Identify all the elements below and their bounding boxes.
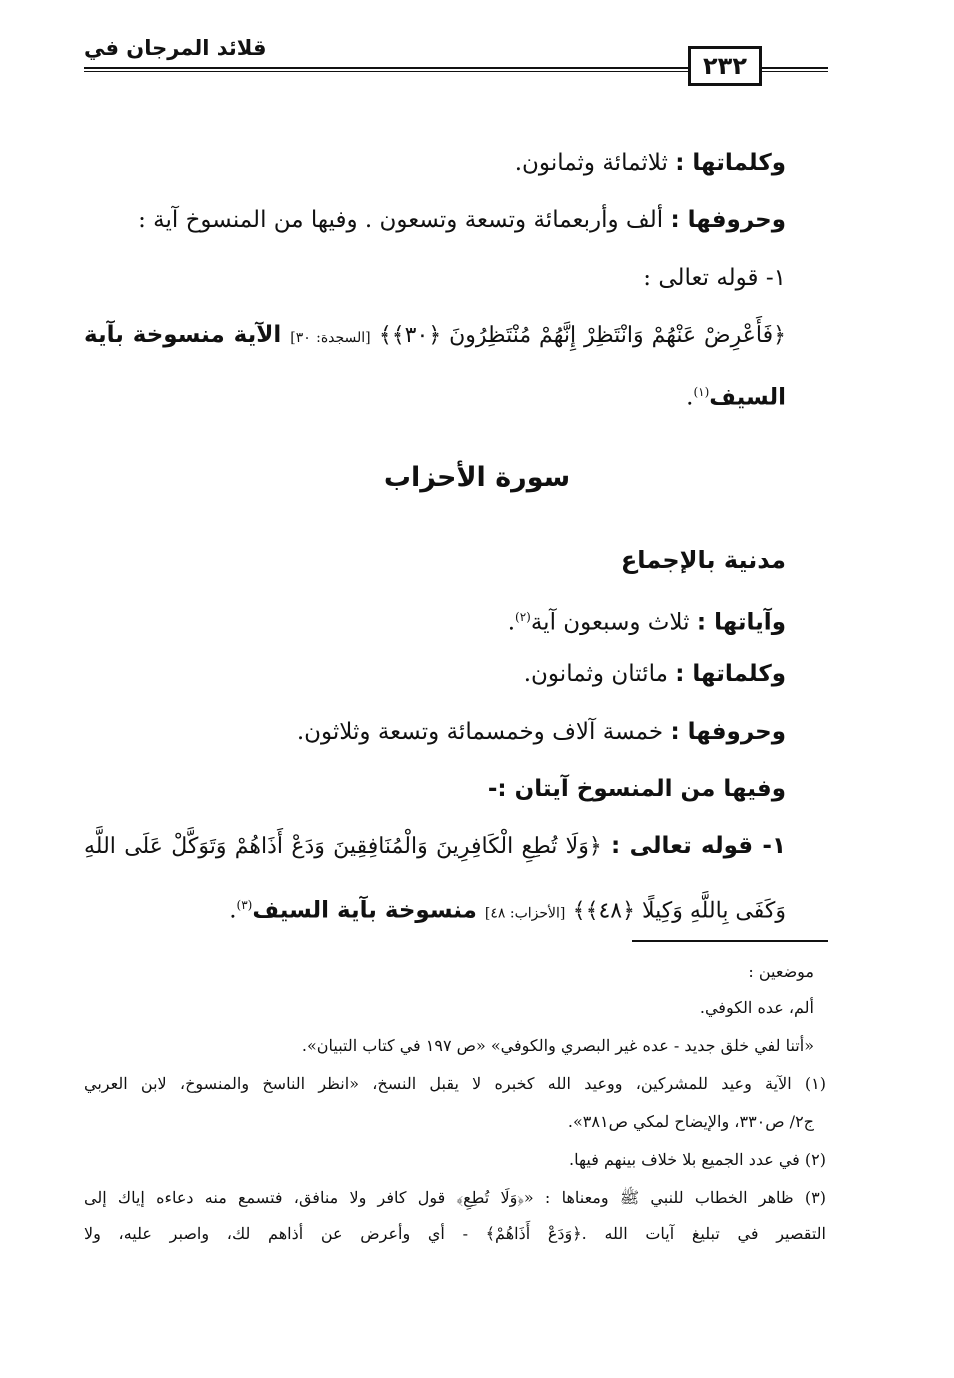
ahzab-letters-line <box>297 715 786 749</box>
verse-sajda-30: ﴿فَأَعْرِضْ عَنْهُمْ وَانْتَظِرْ إِنَّهُمْ مُنْتَظِرُونَ ﴿٣٠﴾﴾ <box>378 323 787 348</box>
footnote-3: (٣) ظاهر الخطاب للنبي ﷺ ومعناها : «﴿وَلَا تُطِعِ﴾ قول كافر ولا منافق، فتسمع منه دعاءه إياك إلى <box>84 1188 826 1207</box>
sword-verse-text: السيف <box>709 384 786 411</box>
ahzab-letters-value: خمسة آلاف وخمسمائة وتسعة وثلاثون. <box>296 719 671 745</box>
header-rule-right-lower <box>762 71 828 72</box>
running-title: قلائد المرجان في <box>84 36 267 60</box>
ahzab-ruling: منسوخة بآية السيف <box>252 897 485 924</box>
page-number-box <box>688 46 762 86</box>
ahzab-letters-label: وحروفها : <box>670 719 786 745</box>
item-intro: ١- قوله تعالى : <box>601 833 787 859</box>
footnote-ref-2: (٢) <box>515 610 531 624</box>
header-rule-left <box>84 67 688 69</box>
verse-line-ahzab-1 <box>84 829 786 864</box>
verse-ahzab-48-part1: ﴿وَلَا تُطِعِ الْكَافِرِينَ وَالْمُنَافِقِينَ وَدَعْ أَذَاهُمْ وَتَوَكَّلْ عَلَى اللَّهِ <box>84 834 602 859</box>
abrogated-intro: وفيها من المنسوخ آيتان :- <box>487 776 786 802</box>
verses-label: وآياتها : <box>696 609 786 636</box>
verse-reference-ahzab: [الأحزاب: ٤٨] <box>484 905 566 922</box>
letters-label: وحروفها : <box>670 207 786 233</box>
footnote-separator <box>632 940 828 942</box>
letters-count-line <box>138 203 786 237</box>
verse-reference: [السجدة: ٣٠] <box>290 330 371 346</box>
footnote-1-continued: ج٢/ ص٣٣٠، والإيضاح لمكي ص٣٨١». <box>567 1112 814 1131</box>
words-label: وكلماتها : <box>675 150 786 176</box>
footnote-ref-3: (٣) <box>236 898 253 912</box>
words-count-line <box>515 146 786 180</box>
verse-ahzab-48-part2: وَكَفَى بِاللَّهِ وَكِيلًا ﴿٤٨﴾﴾ <box>572 898 786 924</box>
revelation-place: مدنية بالإجماع <box>620 546 786 574</box>
ahzab-words-label: وكلماتها : <box>675 661 786 687</box>
period: . <box>686 384 694 411</box>
page-number: ٢٣٢ <box>703 52 747 80</box>
footnote-line: «أتنا لفي خلق جديد - عده غير البصري والكوفي» «ص ١٩٧ في كتاب التبيان». <box>301 1036 814 1055</box>
abrogated-item-1-intro: ١- قوله تعالى : <box>643 265 786 291</box>
ahzab-words-line <box>524 657 786 691</box>
verse-line-continuation <box>686 375 786 415</box>
footnote-3-continued: التقصير في تبليغ آيات الله .﴿وَدَعْ أَذَاهُمْ﴾ - أي وأعرض عن أذاهم لك، واصبر عليه، ولا <box>84 1224 826 1243</box>
surah-heading: سورة الأحزاب <box>383 462 571 493</box>
footnote-ref-1: (١) <box>693 385 710 399</box>
words-value: ثلاثمائة وثمانون. <box>514 150 676 176</box>
header-rule-right <box>762 67 828 69</box>
period: . <box>229 897 237 924</box>
verses-count-line <box>508 600 786 640</box>
footnote-1: (١) الآية وعيد للمشركين، ووعيد الله كخبره لا يقبل النسخ، «انظر الناسخ والمنسوخ، لابن العربي <box>84 1074 826 1093</box>
verses-value: ثلاث وسبعون آية <box>530 609 697 636</box>
period: . <box>507 609 516 636</box>
footnote-2: (٢) في عدد الجميع بلا خلاف بينهم فيها. <box>569 1150 826 1169</box>
letters-value: ألف وأربعمائة وتسعة وتسعون . وفيها من المنسوخ آية : <box>138 207 671 233</box>
verse-line-sajda <box>84 318 786 355</box>
verse-ruling: الآية منسوخة بآية <box>84 322 291 348</box>
footnote-line: ألم، عده الكوفي. <box>699 998 814 1017</box>
footnote-line: موضعين : <box>748 962 814 981</box>
verse-line-ahzab-2 <box>84 888 786 931</box>
ahzab-words-value: مائتان وثمانون. <box>523 661 676 687</box>
header-rule-left-lower <box>84 71 688 72</box>
